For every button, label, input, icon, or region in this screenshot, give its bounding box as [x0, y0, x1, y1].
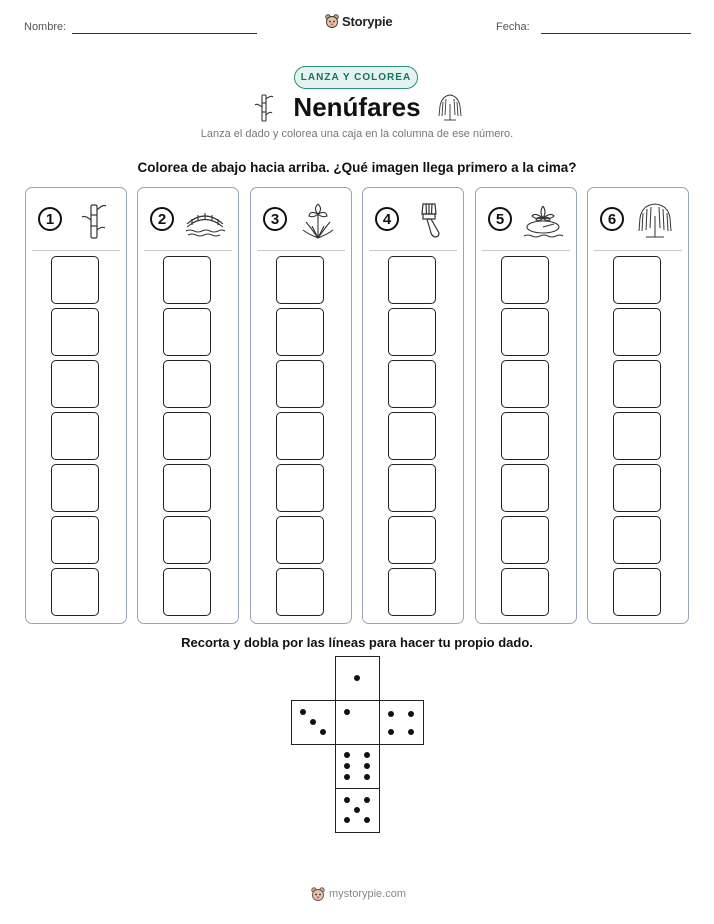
color-box[interactable] — [501, 412, 549, 460]
die-face-4[interactable] — [379, 700, 424, 745]
willow-tree-title-icon — [435, 92, 465, 122]
color-box[interactable] — [276, 308, 324, 356]
color-box[interactable] — [613, 412, 661, 460]
column-divider — [369, 250, 457, 251]
color-box[interactable] — [388, 256, 436, 304]
column-number: 2 — [150, 207, 174, 231]
brand-logo — [325, 13, 392, 29]
pip — [344, 797, 350, 803]
name-label: Nombre: — [24, 21, 67, 33]
color-box[interactable] — [51, 360, 99, 408]
iris-flower-icon — [297, 200, 339, 240]
name-line[interactable] — [72, 33, 257, 34]
color-box[interactable] — [501, 568, 549, 616]
water-lily-icon — [522, 200, 564, 240]
color-box[interactable] — [276, 516, 324, 564]
column-divider — [482, 250, 570, 251]
pip — [364, 774, 370, 780]
pip — [388, 711, 394, 717]
color-box[interactable] — [613, 256, 661, 304]
pip — [344, 774, 350, 780]
bamboo-icon — [72, 200, 114, 240]
column-6 — [587, 187, 689, 624]
paintbrush-icon — [409, 200, 451, 240]
column-divider — [257, 250, 345, 251]
color-box[interactable] — [163, 360, 211, 408]
date-label: Fecha: — [496, 21, 530, 33]
die-face-6[interactable] — [335, 744, 380, 789]
color-box[interactable] — [501, 516, 549, 564]
die-face-3[interactable] — [291, 700, 336, 745]
color-box[interactable] — [613, 464, 661, 512]
footer-url[interactable]: mystorypie.com — [329, 888, 407, 900]
column-4 — [362, 187, 464, 624]
color-box[interactable] — [163, 516, 211, 564]
footer — [311, 886, 406, 902]
page-subtitle: Lanza el dado y colorea una caja en la columna de ese número. — [200, 128, 514, 140]
color-box[interactable] — [51, 256, 99, 304]
page-title: Nenúfares — [293, 92, 421, 122]
pip — [344, 763, 350, 769]
color-box[interactable] — [163, 308, 211, 356]
storypie-mascot-icon — [325, 13, 339, 29]
color-box[interactable] — [276, 464, 324, 512]
color-box[interactable] — [501, 464, 549, 512]
color-box[interactable] — [501, 256, 549, 304]
die-face-1-top[interactable] — [335, 656, 380, 701]
brand-name: Storypie — [342, 13, 393, 29]
dice-instruction: Recorta y dobla por las líneas para hacer tu propio dado. — [181, 635, 533, 650]
pip — [310, 719, 316, 725]
date-line[interactable] — [541, 33, 691, 34]
pip — [364, 797, 370, 803]
pip — [364, 817, 370, 823]
color-box[interactable] — [388, 308, 436, 356]
coloring-instruction: Colorea de abajo hacia arriba. ¿Qué imagen llega primero a la cima? — [137, 160, 577, 175]
column-3 — [250, 187, 352, 624]
color-box[interactable] — [163, 412, 211, 460]
color-box[interactable] — [51, 464, 99, 512]
column-5 — [475, 187, 577, 624]
pip — [388, 729, 394, 735]
pip — [320, 729, 326, 735]
column-number: 1 — [38, 207, 62, 231]
die-face-1-center[interactable] — [335, 700, 380, 745]
color-box[interactable] — [51, 308, 99, 356]
column-2 — [137, 187, 239, 624]
pip — [354, 807, 360, 813]
column-number: 4 — [375, 207, 399, 231]
color-box[interactable] — [388, 360, 436, 408]
column-divider — [32, 250, 120, 251]
color-box[interactable] — [613, 516, 661, 564]
column-1 — [25, 187, 127, 624]
color-box[interactable] — [501, 308, 549, 356]
pip — [364, 752, 370, 758]
color-box[interactable] — [501, 360, 549, 408]
pip — [344, 817, 350, 823]
color-box[interactable] — [388, 516, 436, 564]
column-number: 3 — [263, 207, 287, 231]
color-box[interactable] — [613, 568, 661, 616]
willow-tree-icon — [634, 200, 676, 240]
storypie-mascot-icon — [311, 886, 325, 902]
color-box[interactable] — [163, 568, 211, 616]
column-divider — [144, 250, 232, 251]
color-box[interactable] — [613, 360, 661, 408]
pip — [408, 729, 414, 735]
pip — [300, 709, 306, 715]
color-box[interactable] — [276, 360, 324, 408]
color-box[interactable] — [388, 412, 436, 460]
bridge-icon — [184, 200, 226, 240]
column-number: 6 — [600, 207, 624, 231]
color-box[interactable] — [51, 412, 99, 460]
pip — [354, 675, 360, 681]
color-box[interactable] — [276, 568, 324, 616]
pip — [344, 752, 350, 758]
pip — [364, 763, 370, 769]
color-box[interactable] — [388, 568, 436, 616]
color-box[interactable] — [51, 516, 99, 564]
die-face-5[interactable] — [335, 788, 380, 833]
color-box[interactable] — [51, 568, 99, 616]
activity-badge: LANZA Y COLOREA — [294, 66, 418, 89]
color-box[interactable] — [276, 412, 324, 460]
column-number: 5 — [488, 207, 512, 231]
pip — [344, 709, 350, 715]
color-box[interactable] — [163, 464, 211, 512]
color-box[interactable] — [276, 256, 324, 304]
color-box[interactable] — [163, 256, 211, 304]
color-box[interactable] — [613, 308, 661, 356]
pip — [408, 711, 414, 717]
column-divider — [594, 250, 682, 251]
color-box[interactable] — [388, 464, 436, 512]
